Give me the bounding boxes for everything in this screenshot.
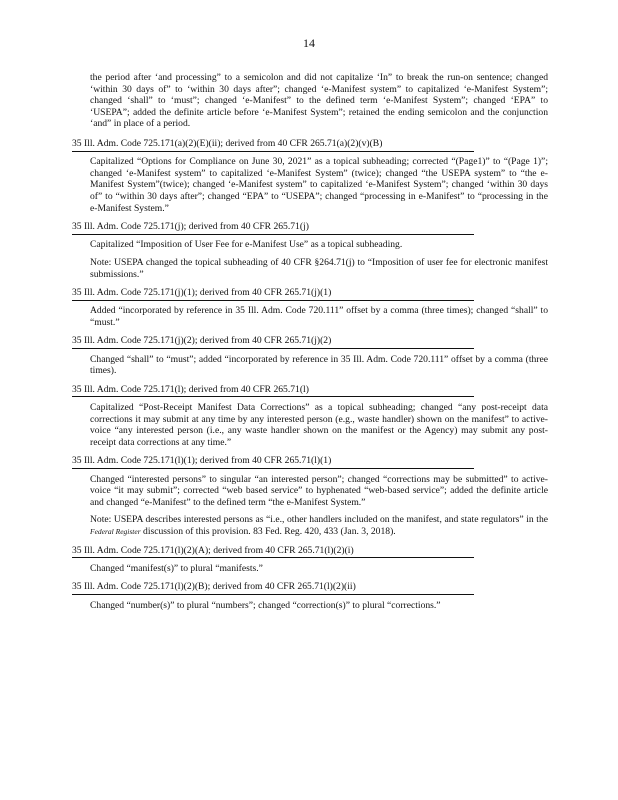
federal-register-italic: Federal Register: [90, 526, 141, 536]
continuation-paragraph: the period after ‘and processing” to a semicolon and did not capitalize ‘In” to break the run-on sentence; changed ‘within 30 days of” to ‘within 30 days after”; changed ‘e-Manifest system” to capitalized ‘e-Manifest System”; changed ‘shall” to ‘must”; changed ‘e-Manifest” to the defined term ‘e-Manifest System”; changed ‘EPA” to ‘USEPA”; added the definite article before ‘e-Manifest System”; retained the ending semicolon and the conjunction ‘and” in place of a period.: [90, 72, 548, 130]
entry-725-171-a-2-E-ii: [72, 138, 548, 214]
document-body: [72, 72, 548, 618]
entry-heading: 35 Ill. Adm. Code 725.171(l)(2)(B); derived from 40 CFR 265.71(l)(2)(ii): [72, 581, 474, 595]
entry-heading: 35 Ill. Adm. Code 725.171(j)(2); derived from 40 CFR 265.71(j)(2): [72, 335, 474, 349]
entry-text: Changed “shall” to “must”; added “incorporated by reference in 35 Ill. Adm. Code 720.111” offset by a comma (three times).: [90, 353, 548, 377]
entry-725-171-l: [72, 384, 548, 449]
entry-text: Changed “number(s)” to plural “numbers”; changed “correction(s)” to plural “corrections.”: [90, 599, 441, 611]
entry-text: Added “incorporated by reference in 35 Ill. Adm. Code 720.111” offset by a comma (three times); changed “shall” to “must.”: [90, 305, 548, 328]
entry-text: Changed “manifest(s)” to plural “manifests.”: [90, 562, 263, 574]
entry-text: Capitalized “Post-Receipt Manifest Data Corrections” as a topical subheading; changed “any post-receipt data corrections it may submit at any time by any interested person (e.g., waste handler) shown on the manifest” to active-voice “any interested person (i.e., any waste handler shown on the manifest or the Agency) may submit any post-receipt data corrections at any time.”: [90, 402, 548, 448]
entry-725-171-l-2-A: [72, 545, 548, 575]
entry-text: Capitalized “Imposition of User Fee for e-Manifest Use” as a topical subheading.: [90, 239, 403, 251]
entry-725-171-j-2: [72, 335, 548, 376]
entry-725-171-l-1: [72, 455, 548, 537]
page-number: 14: [303, 36, 315, 50]
entry-heading: 35 Ill. Adm. Code 725.171(l)(2)(A); derived from 40 CFR 265.71(l)(2)(i): [72, 545, 474, 559]
entry-heading: 35 Ill. Adm. Code 725.171(l)(1); derived from 40 CFR 265.71(l)(1): [72, 455, 474, 469]
entry-heading: 35 Ill. Adm. Code 725.171(l); derived from 40 CFR 265.71(l): [72, 384, 474, 398]
note-text-end: discussion of this provision. 83 Fed. Reg. 420, 433 (Jan. 3, 2018).: [143, 525, 396, 537]
entry-text: Changed “interested persons” to singular “an interested person”; changed “corrections may be submitted” to active-voice “it may submit”; corrected “web based service” to hyphenated “web-based service”; added the definite article and changed “e-Manifest” to the defined term “the e-Manifest System.”: [90, 473, 548, 508]
note-text: Note: USEPA describes interested persons as “i.e., other handlers included on the manifest, and state regulators” in the: [90, 514, 548, 526]
entry-note: Note: USEPA changed the topical subheading of 40 CFR §264.71(j) to “Imposition of user fee for electronic manifest submissions.”: [90, 256, 548, 280]
entry-heading: 35 Ill. Adm. Code 725.171(j); derived from 40 CFR 265.71(j): [72, 221, 474, 235]
entry-725-171-j: [72, 221, 548, 280]
entry-heading: 35 Ill. Adm. Code 725.171(j)(1); derived from 40 CFR 265.71(j)(1): [72, 287, 474, 301]
entry-text: Capitalized “Options for Compliance on June 30, 2021” as a topical subheading; corrected “(Page1)” to “(Page 1)”; changed ‘e-Manifest system” to capitalized ‘e-Manifest System” (twice); changed “the USEPA system” to “the e-Manifest System”(twice); changed ‘e-Manifest system” to capitalized ‘e-Manifest System”; changed ‘within 30 days of” to “within 30 days after”; changed “EPA” to “USEPA”; changed “processing in e-Manifest” to “processing in the e-Manifest System.”: [90, 156, 548, 214]
entry-note: [72, 514, 548, 537]
entry-725-171-l-2-B: [72, 581, 548, 611]
entry-725-171-j-1: [72, 287, 548, 328]
entry-heading: 35 Ill. Adm. Code 725.171(a)(2)(E)(ii); derived from 40 CFR 265.71(a)(2)(v)(B): [72, 138, 474, 152]
